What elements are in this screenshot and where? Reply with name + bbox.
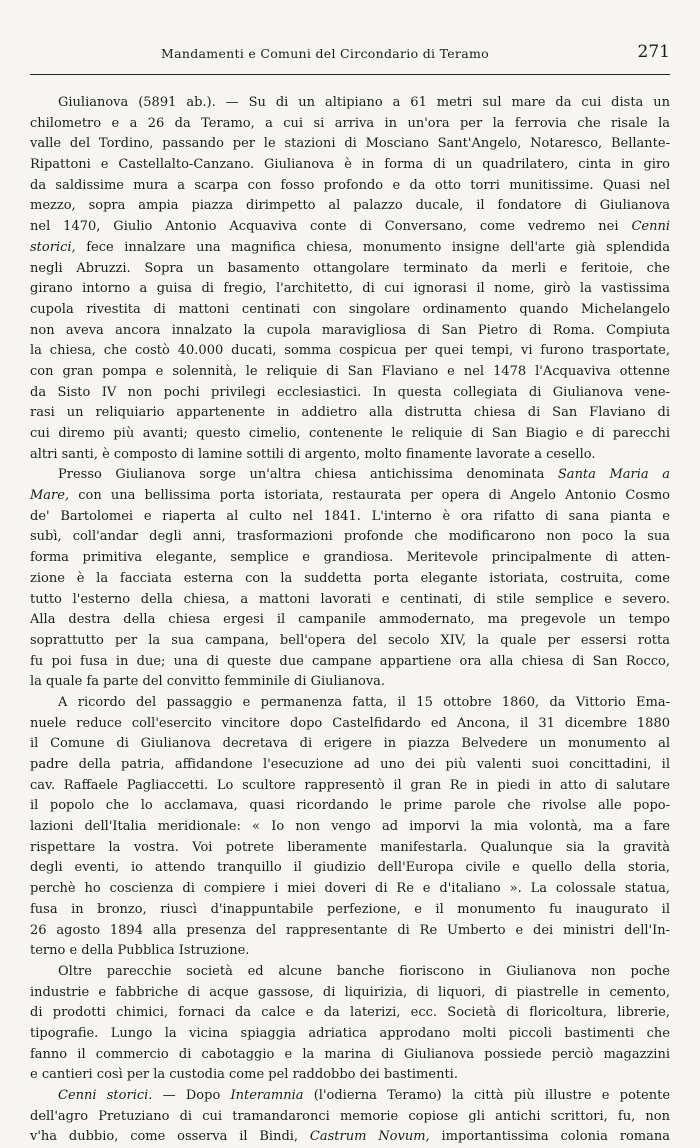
text-line: altri santi, è composto di lamine sottili di argento, molto finamente lavorate a cesello. [30,446,596,462]
text-line: non aveva ancora innalzato la cupola maravigliosa di San Pietro di Roma. Compiuta [30,322,670,338]
text-line: Ripattoni e Castellalto-Canzano. Giulianova è in forma di un quadrilatero, cinta in giro [30,157,670,173]
text-line: valle del Tordino, passando per le stazioni di Mosciano Sant'Angelo, Notaresco, Bellante- [30,136,670,152]
text-line: mezzo, sopra ampia piazza dirimpetto al palazzo ducale, il fondatore di Giulianova [30,198,670,214]
text-line: de' Bartolomei e riaperta al culto nel 1841. L'interno è ora rifatto di sana pianta e [30,508,670,524]
text-line: padre della patria, affidandone l'esecuzione ad uno dei più valenti suoi concittadini, il [30,757,670,772]
text-line: Mare, con una bellissima porta istoriata, restaurata per opera di Angelo Antonio Cosmo [30,488,670,504]
page-header [30,42,670,70]
document-page [30,0,671,1145]
text-line: il Comune di Giulianova decretava di erigere in piazza Belvedere un monumento al [30,736,670,752]
text-line: cupola rivestita di mattoni centinati con singolare ordinamento quando Michelangelo [30,301,670,317]
text-line: con gran pompa e solennità, le reliquie di San Flaviano e nel 1478 l'Acquaviva ottenne [30,363,670,379]
text-line: industrie e fabbriche di acque gassose, di liquirizia, di liquori, di piastrelle in cemento, [30,984,670,1000]
text-line: zione è la facciata esterna con la suddetta porta elegante istoriata, costruita, come [30,570,670,586]
text-line: rispettare la vostra. Voi potrete liberamente manifestarla. Qualunque sia la gravità [30,839,670,855]
text-line: cui diremo più avanti; questo cimelio, contenente le reliquie di San Biagio e di parecchi [30,426,670,441]
text-line: la chiesa, che costò 40.000 ducati, somma cospicua per quei tempi, vi furono trasportate, [30,343,670,359]
text-line: perchè ho coscienza di compiere i miei doveri di Re e d'italiano ». La colossale statua, [30,881,670,897]
text-line: Cenni storici. — Dopo Interamnia (l'odierna Teramo) la città più illustre e potente [58,1088,671,1103]
text-line: la quale fa parte del convitto femminile di Giulianova. [30,674,386,690]
page-number: 271 [637,42,670,62]
text-line: il popolo che lo acclamava, quasi ricordando le prime parole che rivolse alle popo- [30,798,670,814]
text-line: Oltre parecchie società ed alcune banche fioriscono in Giulianova non poche [58,963,670,979]
text-line: storici, fece innalzare una magnifica chiesa, monumento insigne dell'arte già splendida [30,239,670,255]
text-line: nel 1470, Giulio Antonio Acquaviva conte di Conversano, come vedremo nei Cenni [30,219,670,235]
text-line: terno e della Pubblica Istruzione. [30,943,250,959]
text-line: rasi un reliquiario appartenente in addietro alla distrutta chiesa di San Flaviano di [30,405,670,421]
text-line: Giulianova (5891 ab.). — Su di un altipiano a 61 metri sul mare da cui dista un [58,95,670,110]
text-line: dell'agro Pretuziano di cui tramandaronci memorie copiose gli antichi scrittori, fu, non [30,1108,670,1124]
text-line: girano intorno a guisa di fregio, l'architetto, di cui ignorasi il nome, girò la vastissima [30,281,670,297]
text-line: fu poi fusa in due; una di queste due campane appartiene ora alla chiesa di San Rocco, [30,653,670,669]
text-line: subì, coll'andar degli anni, trasformazioni profonde che modificarono non poco la sua [30,529,670,545]
text-line: forma primitiva elegante, semplice e grandiosa. Meritevole principalmente di atten- [30,550,670,566]
text-line: degli eventi, io attendo tranquillo il giudizio dell'Europa civile e quello della storia, [30,860,670,876]
text-line: di prodotti chimici, fornaci da calce e da laterizi, ecc. Società di floricoltura, librerie, [30,1005,670,1021]
text-line: da saldissime mura a scarpa con fosso profondo e da otto torri munitissime. Quasi nel [30,177,670,193]
header-rule [30,74,670,75]
text-line: tutto l'esterno della chiesa, a mattoni lavorati e centinati, di stile semplice e severo. [30,591,670,607]
text-line: 26 agosto 1894 alla presenza del rappresentante di Re Umberto e dei ministri dell'In- [30,922,670,938]
text-line: fanno il commercio di cabotaggio e la marina di Giulianova possiede perciò magazzini [30,1046,670,1062]
body-text [30,93,670,1148]
text-line: lazioni dell'Italia meridionale: « Io non vengo ad imporvi la mia volontà, ma a fare [30,819,670,835]
text-line: fusa in bronzo, riuscì d'inappuntabile perfezione, e il monumento fu inaugurato il [30,901,670,917]
text-line: cav. Raffaele Pagliaccetti. Lo scultore rappresentò il gran Re in piedi in atto di salutare [30,777,670,793]
text-line: da Sisto IV non pochi privilegi ecclesiastici. In questa collegiata di Giulianova vene- [30,384,670,400]
text-line: Alla destra della chiesa ergesi il campanile ammodernato, ma pregevole un tempo [30,612,670,628]
text-line: v'ha dubbio, come osserva il Bindi, Castrum Novum, importantissima colonia romana [30,1129,670,1145]
text-line: soprattutto per la sua campana, bell'opera del secolo XIV, la quale per essersi rotta [30,632,670,648]
text-line: e cantieri così per la custodia come pel raddobbo dei bastimenti. [30,1067,458,1083]
running-title: Mandamenti e Comuni del Circondario di Teramo [161,46,489,61]
text-line: A ricordo del passaggio e permanenza fatta, il 15 ottobre 1860, da Vittorio Ema- [58,694,670,710]
text-line: tipografie. Lungo la vicina spiaggia adriatica approdano molti piccoli bastimenti che [30,1025,670,1041]
text-line: nuele reduce coll'esercito vincitore dopo Castelfidardo ed Ancona, il 31 dicembre 1880 [30,715,670,731]
text-line: negli Abruzzi. Sopra un basamento ottangolare terminato da merli e feritoie, che [30,260,670,276]
text-line: Presso Giulianova sorge un'altra chiesa antichissima denominata Santa Maria a [58,467,670,483]
text-line: chilometro e a 26 da Teramo, a cui si arriva in un'ora per la ferrovia che risale la [30,115,670,131]
